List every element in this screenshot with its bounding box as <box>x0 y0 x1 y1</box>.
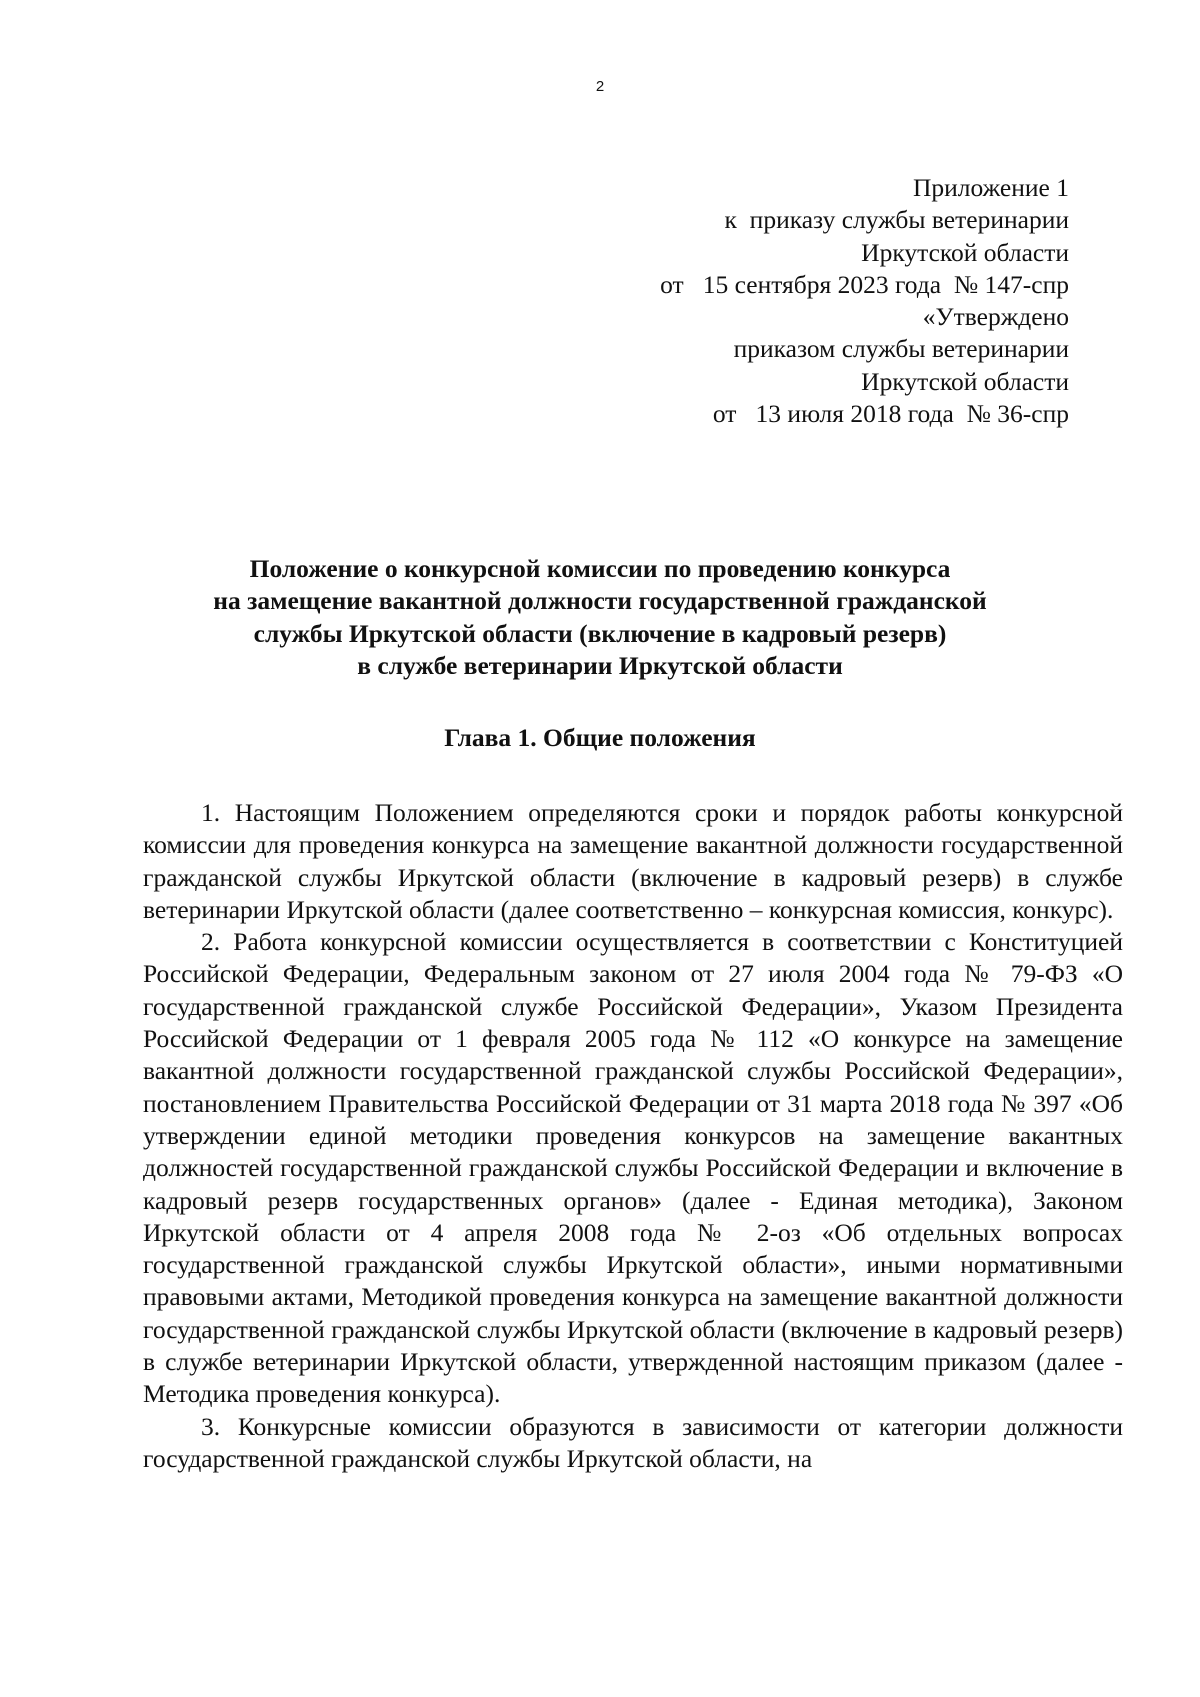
approval-line: к приказу службы ветеринарии <box>724 205 1069 235</box>
approval-line: от 15 сентября 2023 года № 147-спр <box>660 269 1069 299</box>
chapter-title: Глава 1. Общие положения <box>444 723 756 752</box>
title-line: службы Иркутской области (включение в кадровый резерв) <box>253 618 947 648</box>
page-number: 2 <box>595 78 605 95</box>
approval-line: Иркутской области <box>861 237 1069 267</box>
title-line: на замещение вакантной должности государственной гражданской <box>213 586 987 616</box>
approval-line: от 13 июля 2018 года № 36-спр <box>712 399 1069 429</box>
title-line: Положение о конкурсной комиссии по проведению конкурса <box>249 554 951 583</box>
approval-block <box>549 172 1069 430</box>
approval-line: Приложение 1 <box>913 173 1069 202</box>
paragraph-3: 3. Конкурсные комиссии образуются в зависимости от категории должности государственной гражданской службы Иркутской области, на <box>143 1411 1123 1473</box>
body-text <box>143 797 1123 1475</box>
approval-line: Иркутской области <box>861 366 1069 396</box>
document-title <box>0 553 1200 682</box>
title-line: в службе ветеринарии Иркутской области <box>357 650 843 680</box>
approval-line: «Утверждено <box>922 302 1069 332</box>
paragraph-2: 2. Работа конкурсной комиссии осуществляется в соответствии с Конституцией Российской Федерации, Федеральным законом от 27 июля 2004 года № 79-ФЗ «О государственной гражданской службе Российской Федерации», Указом Президента Российской Федерации от 1 февраля 2005 года № 112 «О конкурсе на замещение вакантной должности государственной гражданской службы Российской Федерации», постановлением Правительства Российской Федерации от 31 марта 2018 года № 397 «Об утверждении единой методики проведения конкурсов на замещение вакантных должностей государственной гражданской службы Российской Федерации и включение в кадровый резерв государственных органов» (далее - Единая методика), Законом Иркутской области от 4 апреля 2008 года № 2-оз «Об отдельных вопросах государственной гражданской службы Иркутской области», иными нормативными правовыми актами, Методикой проведения конкурса на замещение вакантной должности государственной гражданской службы Иркутской области (включение в кадровый резерв) в службе ветеринарии Иркутской области, утвержденной настоящим приказом (далее - Методика проведения конкурса). <box>143 927 1123 1409</box>
approval-line: приказом службы ветеринарии <box>733 334 1069 364</box>
paragraph-1: 1. Настоящим Положением определяются сроки и порядок работы конкурсной комиссии для проведения конкурса на замещение вакантной должности государственной гражданской службы Иркутской области (включение в кадровый резерв) в службе ветеринарии Иркутской области (далее соответственно – конкурсная комиссия, конкурс). <box>143 798 1123 924</box>
